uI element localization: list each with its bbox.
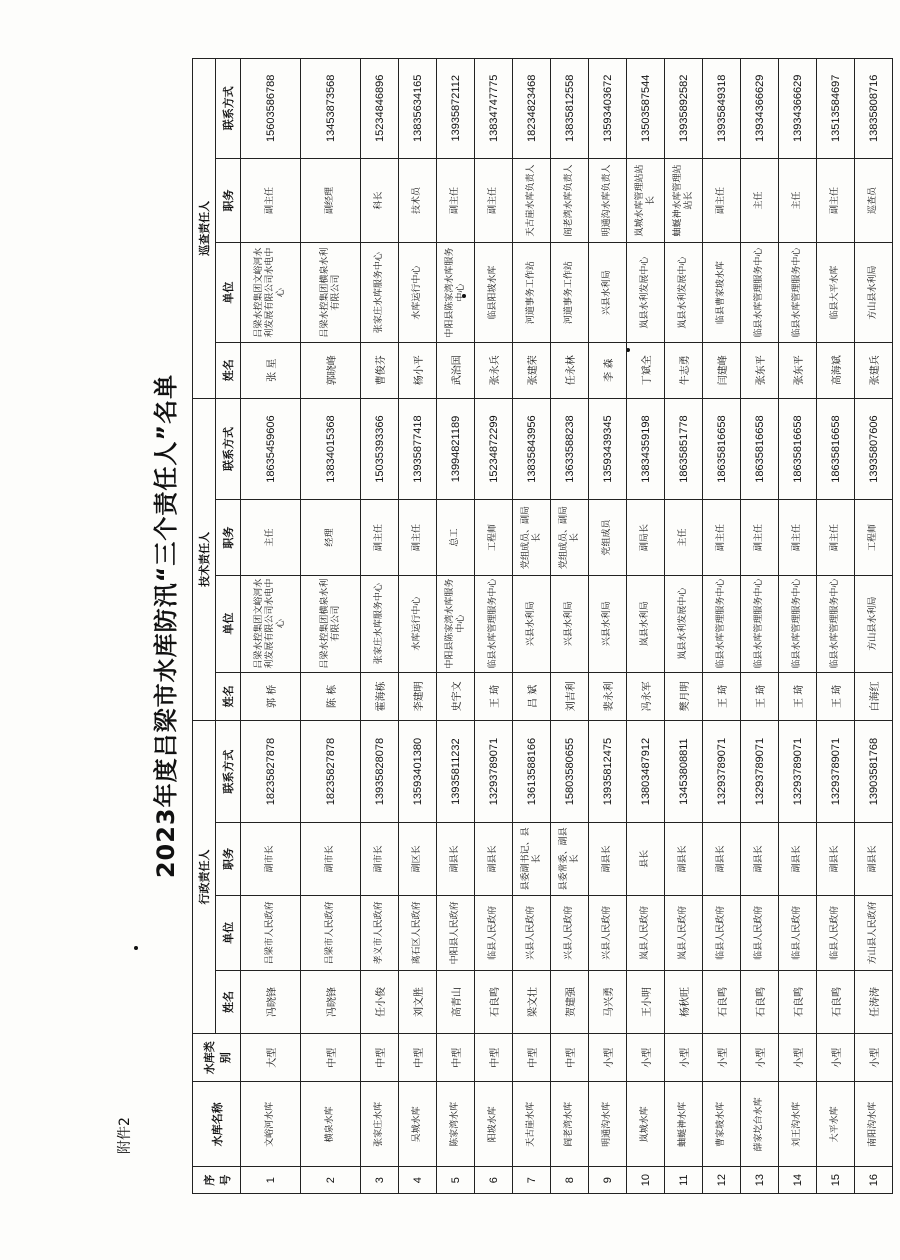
cell-patrol-unit: 中阳县陈家湾水库服务中心 (437, 243, 475, 342)
cell-patrol-position: 主任 (779, 158, 817, 243)
cell-admin-contact: 18235827878 (241, 721, 301, 823)
cell-reservoir-name: 文峪河水库 (241, 1082, 301, 1167)
cell-admin-name: 冯晓锋 (241, 970, 301, 1033)
cell-reservoir-category: 中型 (513, 1033, 551, 1082)
header-contact: 联系方式 (216, 721, 241, 823)
cell-admin-position: 副县长 (475, 822, 513, 895)
cell-tech-contact: 18635851778 (665, 398, 703, 500)
cell-admin-position: 副县长 (665, 822, 703, 895)
cell-tech-unit: 方山县水利局 (855, 575, 893, 672)
cell-tech-unit: 兴县水利局 (513, 575, 551, 672)
cell-tech-unit: 岚县水利发展中心 (665, 575, 703, 672)
cell-patrol-contact: 13513584697 (817, 59, 855, 159)
cell-admin-name: 冯晓锋 (301, 970, 361, 1033)
table-row (741, 59, 779, 1194)
cell-admin-position: 副县长 (817, 822, 855, 895)
cell-patrol-name: 张建兵 (855, 342, 893, 398)
header-group-admin: 行政责任人 (193, 721, 216, 1034)
cell-admin-name: 石良鸣 (703, 970, 741, 1033)
cell-tech-position: 副主任 (703, 500, 741, 575)
cell-reservoir-name: 吴城水库 (399, 1082, 437, 1167)
table-row (301, 59, 361, 1194)
cell-patrol-contact: 13835634165 (399, 59, 437, 159)
cell-admin-position: 副县长 (855, 822, 893, 895)
cell-seq: 16 (855, 1167, 893, 1194)
cell-tech-contact: 13834015368 (301, 398, 361, 500)
cell-tech-name: 王 琦 (817, 672, 855, 721)
cell-tech-position: 副主任 (741, 500, 779, 575)
cell-admin-unit: 吕梁市人民政府 (241, 895, 301, 970)
cell-admin-position: 副县长 (589, 822, 627, 895)
table-row (475, 59, 513, 1194)
cell-tech-unit: 吕梁水控集团文峪河水利发展有限公司水电中心 (241, 575, 301, 672)
cell-tech-contact: 13994821189 (437, 398, 475, 500)
cell-reservoir-category: 小型 (741, 1033, 779, 1082)
cell-patrol-unit: 岚县水利发展中心 (627, 243, 665, 342)
cell-patrol-name: 牛志勇 (665, 342, 703, 398)
cell-reservoir-name: 南阳沟水库 (855, 1082, 893, 1167)
cell-tech-name: 霍海栋 (361, 672, 399, 721)
cell-reservoir-category: 小型 (817, 1033, 855, 1082)
cell-admin-contact: 13293789071 (779, 721, 817, 823)
cell-seq: 15 (817, 1167, 855, 1194)
cell-patrol-contact: 18234823468 (513, 59, 551, 159)
cell-patrol-unit: 岚县水利发展中心 (665, 243, 703, 342)
cell-tech-contact: 18635816658 (741, 398, 779, 500)
cell-reservoir-category: 小型 (589, 1033, 627, 1082)
cell-admin-name: 石良鸣 (741, 970, 779, 1033)
cell-seq: 8 (551, 1167, 589, 1194)
cell-admin-contact: 13935812475 (589, 721, 627, 823)
cell-tech-contact: 18635816658 (817, 398, 855, 500)
cell-reservoir-name: 张家庄水库 (361, 1082, 399, 1167)
cell-reservoir-name: 天古崖水库 (513, 1082, 551, 1167)
cell-tech-unit: 临县水库管理服务中心 (741, 575, 779, 672)
cell-reservoir-category: 中型 (361, 1033, 399, 1082)
cell-admin-unit: 兴县人民政府 (551, 895, 589, 970)
cell-patrol-name: 张建荣 (513, 342, 551, 398)
cell-patrol-position: 副经理 (301, 158, 361, 243)
cell-admin-name: 石良鸣 (817, 970, 855, 1033)
cell-seq: 3 (361, 1167, 399, 1194)
header-name: 姓名 (216, 342, 241, 398)
table-row (513, 59, 551, 1194)
cell-patrol-contact: 13935872112 (437, 59, 475, 159)
cell-patrol-unit: 吕梁水控集团文峪河水利发展有限公司水电中心 (241, 243, 301, 342)
cell-patrol-contact: 13453873568 (301, 59, 361, 159)
attachment-label: 附件2 (117, 1117, 133, 1154)
header-contact: 联系方式 (216, 59, 241, 159)
table-row (437, 59, 475, 1194)
cell-patrol-position: 副主任 (475, 158, 513, 243)
cell-admin-name: 马兴勇 (589, 970, 627, 1033)
cell-tech-name: 王 琦 (703, 672, 741, 721)
cell-reservoir-category: 小型 (779, 1033, 817, 1082)
cell-patrol-unit: 临县大平水库 (817, 243, 855, 342)
cell-tech-position: 工程师 (475, 500, 513, 575)
cell-admin-contact: 13293789071 (741, 721, 779, 823)
cell-patrol-name: 曹俊芬 (361, 342, 399, 398)
cell-tech-unit: 水库运行中心 (399, 575, 437, 672)
cell-admin-unit: 临县人民政府 (779, 895, 817, 970)
cell-patrol-position: 主任 (741, 158, 779, 243)
cell-admin-unit: 中阳县人民政府 (437, 895, 475, 970)
cell-tech-position: 工程师 (855, 500, 893, 575)
rotated-table-sheet (140, 58, 880, 1194)
cell-tech-contact: 13835843956 (513, 398, 551, 500)
cell-patrol-position: 技术员 (399, 158, 437, 243)
cell-tech-name: 李建明 (399, 672, 437, 721)
cell-tech-unit: 吕梁水控集团横泉水利有限公司 (301, 575, 361, 672)
cell-admin-unit: 兴县人民政府 (589, 895, 627, 970)
table-row (779, 59, 817, 1194)
cell-tech-unit: 兴县水利局 (551, 575, 589, 672)
header-contact: 联系方式 (216, 398, 241, 500)
cell-patrol-contact: 13593403672 (589, 59, 627, 159)
cell-admin-position: 副区长 (399, 822, 437, 895)
cell-patrol-name: 闫建峰 (703, 342, 741, 398)
cell-seq: 7 (513, 1167, 551, 1194)
cell-admin-name: 刘文胜 (399, 970, 437, 1033)
cell-admin-position: 副县长 (741, 822, 779, 895)
cell-patrol-position: 巡查员 (855, 158, 893, 243)
cell-tech-unit: 张家庄水库服务中心 (361, 575, 399, 672)
cell-patrol-contact: 15603586788 (241, 59, 301, 159)
table-row (817, 59, 855, 1194)
cell-reservoir-name: 阎老湾水库 (551, 1082, 589, 1167)
cell-reservoir-category: 中型 (437, 1033, 475, 1082)
cell-admin-unit: 岚县人民政府 (627, 895, 665, 970)
cell-tech-position: 主任 (241, 500, 301, 575)
cell-tech-position: 副主任 (361, 500, 399, 575)
cell-tech-name: 史宇文 (437, 672, 475, 721)
cell-tech-position: 副主任 (779, 500, 817, 575)
header-unit: 单位 (216, 243, 241, 342)
table-row (855, 59, 893, 1194)
cell-patrol-name: 张东平 (779, 342, 817, 398)
cell-admin-contact: 13935811232 (437, 721, 475, 823)
cell-patrol-position: 天古崖水库负责人 (513, 158, 551, 243)
cell-admin-contact: 13593401380 (399, 721, 437, 823)
cell-admin-name: 任涛涛 (855, 970, 893, 1033)
cell-tech-name: 裴永利 (589, 672, 627, 721)
cell-reservoir-category: 中型 (301, 1033, 361, 1082)
cell-tech-unit: 中阳县陈家湾水库服务中心 (437, 575, 475, 672)
cell-patrol-position: 阎老湾水库负责人 (551, 158, 589, 243)
cell-tech-unit: 临县水库管理服务中心 (817, 575, 855, 672)
table-row (703, 59, 741, 1194)
cell-admin-position: 副县长 (779, 822, 817, 895)
cell-tech-contact: 18635459606 (241, 398, 301, 500)
cell-patrol-position: 副主任 (703, 158, 741, 243)
cell-tech-position: 经理 (301, 500, 361, 575)
cell-admin-position: 副县长 (703, 822, 741, 895)
cell-reservoir-name: 大平水库 (817, 1082, 855, 1167)
cell-tech-contact: 13593439345 (589, 398, 627, 500)
cell-patrol-name: 李 森 (589, 342, 627, 398)
cell-tech-name: 冯永军 (627, 672, 665, 721)
cell-patrol-unit: 河道事务工作站 (513, 243, 551, 342)
cell-tech-position: 副主任 (817, 500, 855, 575)
cell-reservoir-name: 岚城水库 (627, 1082, 665, 1167)
cell-admin-position: 县委副书记、县长 (513, 822, 551, 895)
cell-patrol-unit: 方山县水利局 (855, 243, 893, 342)
cell-admin-contact: 18235827878 (301, 721, 361, 823)
cell-reservoir-name: 刘王沟水库 (779, 1082, 817, 1167)
cell-admin-unit: 临县人民政府 (703, 895, 741, 970)
cell-patrol-contact: 13934366629 (741, 59, 779, 159)
cell-admin-name: 王小明 (627, 970, 665, 1033)
table-row (665, 59, 703, 1194)
cell-tech-position: 党组成员、副局长 (551, 500, 589, 575)
table-row (551, 59, 589, 1194)
cell-tech-position: 总工 (437, 500, 475, 575)
cell-tech-position: 副主任 (399, 500, 437, 575)
cell-admin-name: 石良鸣 (779, 970, 817, 1033)
cell-tech-name: 王 琦 (741, 672, 779, 721)
cell-admin-unit: 离石区人民政府 (399, 895, 437, 970)
cell-patrol-position: 副主任 (241, 158, 301, 243)
cell-patrol-name: 高海斌 (817, 342, 855, 398)
table-row (589, 59, 627, 1194)
cell-admin-name: 杨秋旺 (665, 970, 703, 1033)
cell-tech-position: 主任 (665, 500, 703, 575)
cell-tech-position: 党组成员、副局长 (513, 500, 551, 575)
cell-patrol-name: 丁斌全 (627, 342, 665, 398)
cell-seq: 5 (437, 1167, 475, 1194)
cell-tech-contact: 18635816658 (779, 398, 817, 500)
cell-tech-position: 党组成员 (589, 500, 627, 575)
cell-reservoir-name: 薛家圪台水库 (741, 1082, 779, 1167)
cell-admin-contact: 13293789071 (703, 721, 741, 823)
cell-reservoir-category: 小型 (703, 1033, 741, 1082)
header-unit: 单位 (216, 895, 241, 970)
header-name: 姓名 (216, 672, 241, 721)
header-unit: 单位 (216, 575, 241, 672)
cell-admin-unit: 岚县人民政府 (665, 895, 703, 970)
cell-tech-position: 副局长 (627, 500, 665, 575)
cell-patrol-unit: 临县水库管理服务中心 (779, 243, 817, 342)
cell-patrol-unit: 兴县水利局 (589, 243, 627, 342)
header-name: 姓名 (216, 970, 241, 1033)
cell-tech-name: 吕 斌 (513, 672, 551, 721)
cell-admin-name: 任小俊 (361, 970, 399, 1033)
cell-patrol-name: 张东平 (741, 342, 779, 398)
cell-tech-name: 郭 桥 (241, 672, 301, 721)
responsibility-table (192, 58, 893, 1194)
cell-patrol-position: 蚰蜒神水库管理站站长 (665, 158, 703, 243)
cell-admin-contact: 13293789071 (475, 721, 513, 823)
cell-admin-contact: 15803580655 (551, 721, 589, 823)
cell-admin-position: 副市长 (241, 822, 301, 895)
cell-admin-contact: 13293789071 (817, 721, 855, 823)
cell-patrol-name: 任永林 (551, 342, 589, 398)
cell-tech-name: 樊月明 (665, 672, 703, 721)
cell-patrol-contact: 13935892582 (665, 59, 703, 159)
document-title: 2023年度吕梁市水库防汛“三个责任人”名单 (152, 373, 180, 879)
cell-reservoir-category: 中型 (475, 1033, 513, 1082)
cell-patrol-position: 明通沟水库负责人 (589, 158, 627, 243)
cell-patrol-position: 副主任 (437, 158, 475, 243)
cell-seq: 2 (301, 1167, 361, 1194)
table-row (361, 59, 399, 1194)
cell-patrol-position: 副主任 (817, 158, 855, 243)
cell-seq: 9 (589, 1167, 627, 1194)
cell-tech-name: 王 琦 (475, 672, 513, 721)
cell-patrol-name: 杨小平 (399, 342, 437, 398)
cell-patrol-contact: 13934366629 (779, 59, 817, 159)
header-seq: 序号 (193, 1167, 241, 1194)
cell-admin-position: 副县长 (437, 822, 475, 895)
header-reservoir: 水库名称 (193, 1082, 241, 1167)
cell-reservoir-name: 陈家湾水库 (437, 1082, 475, 1167)
cell-tech-contact: 13633588238 (551, 398, 589, 500)
scan-speck (134, 946, 138, 950)
cell-admin-contact: 13935828078 (361, 721, 399, 823)
cell-admin-unit: 临县人民政府 (741, 895, 779, 970)
cell-patrol-name: 张 星 (241, 342, 301, 398)
cell-patrol-position: 岚城水库管理站站长 (627, 158, 665, 243)
cell-reservoir-name: 横泉水库 (301, 1082, 361, 1167)
cell-admin-name: 贺建强 (551, 970, 589, 1033)
cell-seq: 13 (741, 1167, 779, 1194)
header-group-tech: 技术责任人 (193, 398, 216, 721)
cell-reservoir-category: 小型 (665, 1033, 703, 1082)
table-row (399, 59, 437, 1194)
cell-admin-unit: 兴县人民政府 (513, 895, 551, 970)
header-position: 职务 (216, 500, 241, 575)
cell-patrol-unit: 水库运行中心 (399, 243, 437, 342)
cell-patrol-name: 武治国 (437, 342, 475, 398)
cell-admin-unit: 临县人民政府 (475, 895, 513, 970)
cell-admin-unit: 吕梁市人民政府 (301, 895, 361, 970)
cell-reservoir-category: 中型 (551, 1033, 589, 1082)
header-category: 水库类别 (193, 1033, 241, 1082)
header-group-patrol: 巡查责任人 (193, 59, 216, 399)
cell-patrol-name: 张永兵 (475, 342, 513, 398)
cell-admin-contact: 13803487912 (627, 721, 665, 823)
cell-admin-position: 县长 (627, 822, 665, 895)
cell-admin-name: 高青山 (437, 970, 475, 1033)
cell-patrol-unit: 吕梁水控集团横泉水利有限公司 (301, 243, 361, 342)
cell-tech-contact: 13935877418 (399, 398, 437, 500)
cell-seq: 14 (779, 1167, 817, 1194)
cell-reservoir-name: 明通沟水库 (589, 1082, 627, 1167)
cell-reservoir-name: 阳坡水库 (475, 1082, 513, 1167)
cell-admin-position: 县委常委、副县长 (551, 822, 589, 895)
cell-reservoir-name: 曹家坡水库 (703, 1082, 741, 1167)
cell-tech-contact: 18635816658 (703, 398, 741, 500)
cell-tech-unit: 岚县水利局 (627, 575, 665, 672)
cell-patrol-contact: 13503587544 (627, 59, 665, 159)
cell-tech-unit: 临县水库管理服务中心 (779, 575, 817, 672)
table-row (241, 59, 301, 1194)
cell-tech-name: 刘吉利 (551, 672, 589, 721)
cell-patrol-unit: 临县阳坡水库 (475, 243, 513, 342)
table-row (627, 59, 665, 1194)
cell-admin-name: 梁文壮 (513, 970, 551, 1033)
cell-tech-contact: 13834359198 (627, 398, 665, 500)
cell-seq: 4 (399, 1167, 437, 1194)
cell-reservoir-name: 蚰蜒神水库 (665, 1082, 703, 1167)
cell-tech-name: 陈 栋 (301, 672, 361, 721)
cell-patrol-unit: 河道事务工作站 (551, 243, 589, 342)
cell-tech-contact: 13935807606 (855, 398, 893, 500)
cell-admin-position: 副市长 (361, 822, 399, 895)
cell-patrol-name: 郭晓峰 (301, 342, 361, 398)
cell-reservoir-category: 小型 (855, 1033, 893, 1082)
cell-tech-unit: 临县水库管理服务中心 (703, 575, 741, 672)
cell-tech-contact: 15035393366 (361, 398, 399, 500)
cell-patrol-contact: 13835812558 (551, 59, 589, 159)
cell-tech-unit: 临县水库管理服务中心 (475, 575, 513, 672)
cell-patrol-contact: 13835808716 (855, 59, 893, 159)
cell-reservoir-category: 中型 (399, 1033, 437, 1082)
cell-admin-unit: 临县人民政府 (817, 895, 855, 970)
header-position: 职务 (216, 822, 241, 895)
cell-patrol-unit: 张家庄水库服务中心 (361, 243, 399, 342)
cell-reservoir-category: 大型 (241, 1033, 301, 1082)
cell-tech-name: 白海红 (855, 672, 893, 721)
cell-patrol-contact: 13935849318 (703, 59, 741, 159)
cell-patrol-unit: 临县水库管理服务中心 (741, 243, 779, 342)
cell-tech-contact: 15234872299 (475, 398, 513, 500)
cell-patrol-contact: 13834747775 (475, 59, 513, 159)
cell-seq: 11 (665, 1167, 703, 1194)
cell-seq: 10 (627, 1167, 665, 1194)
header-position: 职务 (216, 158, 241, 243)
cell-admin-unit: 孝义市人民政府 (361, 895, 399, 970)
cell-admin-unit: 方山县人民政府 (855, 895, 893, 970)
cell-reservoir-category: 小型 (627, 1033, 665, 1082)
cell-admin-position: 副市长 (301, 822, 361, 895)
cell-admin-contact: 13613588166 (513, 721, 551, 823)
cell-seq: 12 (703, 1167, 741, 1194)
cell-seq: 6 (475, 1167, 513, 1194)
table-body (241, 59, 893, 1194)
cell-admin-name: 石良鸣 (475, 970, 513, 1033)
cell-admin-contact: 13903581768 (855, 721, 893, 823)
cell-patrol-unit: 临县曹家坡水库 (703, 243, 741, 342)
cell-admin-contact: 13453808811 (665, 721, 703, 823)
cell-seq: 1 (241, 1167, 301, 1194)
cell-tech-name: 王 琦 (779, 672, 817, 721)
cell-tech-unit: 兴县水利局 (589, 575, 627, 672)
cell-patrol-contact: 15234846896 (361, 59, 399, 159)
cell-patrol-position: 科长 (361, 158, 399, 243)
